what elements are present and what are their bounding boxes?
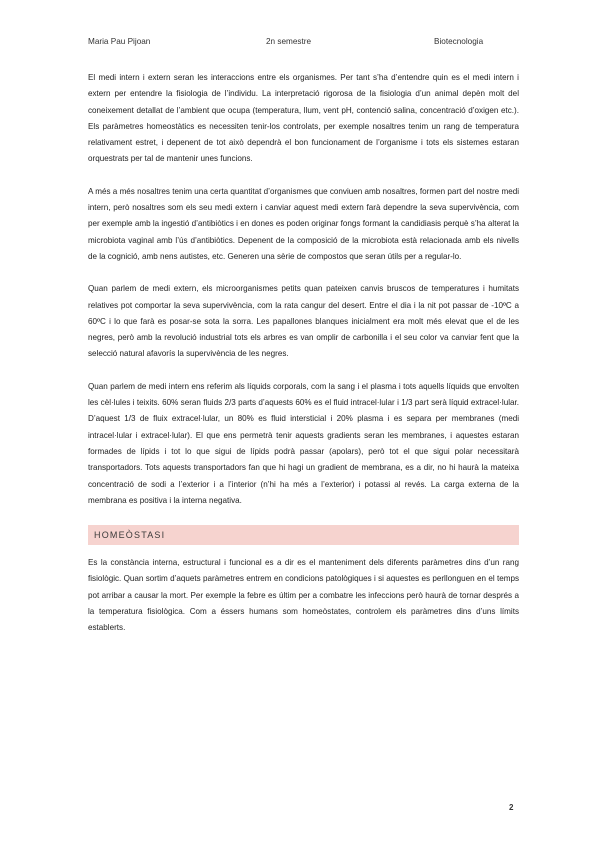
paragraph-medi-intern: Quan parlem de medi intern ens referim als líquids corporals, com la sang i el plasma i tots aquells líquids que envolten les cèl·lules i teixits. 60% seran fluids 2/3 parts d’aquests 60% es el fluid intracel·lular i 1/3 part serà líquid extracel·lular. D’aquest 1/3 de fluix extracel·lular, un 80% es fluid intersticial i 20% plasma i es separa per membranes (medi intracel·lular i extracel·lular). El que ens permetrà tenir aquests gradients seran les membranes, i aquestes estaran formades de lípids i tot lo que sigui de lípids podrà passar (apolars), però tot el que sigui polar necessitarà transportadors. Tots aquests transportadors fan que hi hagi un gradient de membrana, es a dir, no hi haurà la mateixa concentració de sodi a l’exterior i a l’interior (n’hi ha més a l’exterior) i potassi al revés. La carga externa de la membrana es positiva i la interna negativa. — [88, 381, 519, 505]
paragraph-microbiota: A més a més nosaltres tenim una certa quantitat d’organismes que conviuen amb nosaltres, formen part del nostre medi intern, però nosaltres som els seu medi extern i canviar aquest medi extern farà dependre la seva supervivència, com per exemple amb la ingestió d’antibiòtics i en dones es poden originar fongs formant la candidiasis perquè s’ha alterat la microbiota vaginal amb l’ús d’antibiòtics. Depenent de la composició de la microbiota està relacionada amb els nivells de la cognició, amb nens autistes, etc. Generen una sèrie de compostos que seran útils per a regular-lo. — [88, 186, 519, 261]
header-author: Maria Pau Pijoan — [88, 37, 151, 46]
document-body — [88, 70, 519, 653]
page-header — [88, 37, 511, 51]
header-semester: 2n semestre — [266, 37, 312, 46]
paragraph-medi-extern: Quan parlem de medi extern, els microorganismes petits quan pateixen canvis bruscos de temperatures i humitats relatives pot comportar la seva supervivència, com la rata cangur del desert. Entre el dia i la nit pot passar de -10ºC a 60ºC i lo que farà es posar-se sota la sorra. Les papallones blanques inicialment era molt més elevat que el de les negres, però amb la revolució industrial tots els arbres es van omplir de carbonilla i el seu color va canviar fent que la selecció natural afavorís la supervivència de les negres. — [88, 284, 519, 359]
page-number: 2 — [509, 803, 514, 812]
section-heading-homeostasi: HOMEÒSTASI — [88, 525, 519, 545]
header-subject: Biotecnologia — [434, 37, 484, 46]
paragraph-medi-intern-extern: El medi intern i extern seran les interaccions entre els organismes. Per tant s’ha d’entendre quin es el medi intern i extern per entendre la fisiologia de l’individu. La interpretació rigorosa de la fisiologia d’un animal depèn molt del coneixement detallat de l’ambient que ocupa (temperatura, llum, vent pH, contenció salina, concentració d’oxigen etc.). Els paràmetres homeostàtics es necessiten tenir-los controlats, per exemple nosaltres tenim un rang de temperatura relativament estret, i depenent de tot això dependrà el bon funcionament de l’organisme i tots els sistemes estaran orquestrats per tal de mantenir unes funcions. — [88, 73, 519, 164]
paragraph-homeostasi: Es la constància interna, estructural i funcional es a dir es el manteniment dels diferents paràmetres dins d’un rang fisiològic. Quan sortim d’aquets paràmetres entrem en condicions patològiques i si aquestes es perllonguen en el temps pot arribar a causar la mort. Per exemple la febre es últim per a combatre les infeccions però haurà de tornar després a la temperatura fisiològica. Com a éssers humans som homeòstates, controlem els paràmetres dins d’uns límits establerts. — [88, 558, 519, 633]
